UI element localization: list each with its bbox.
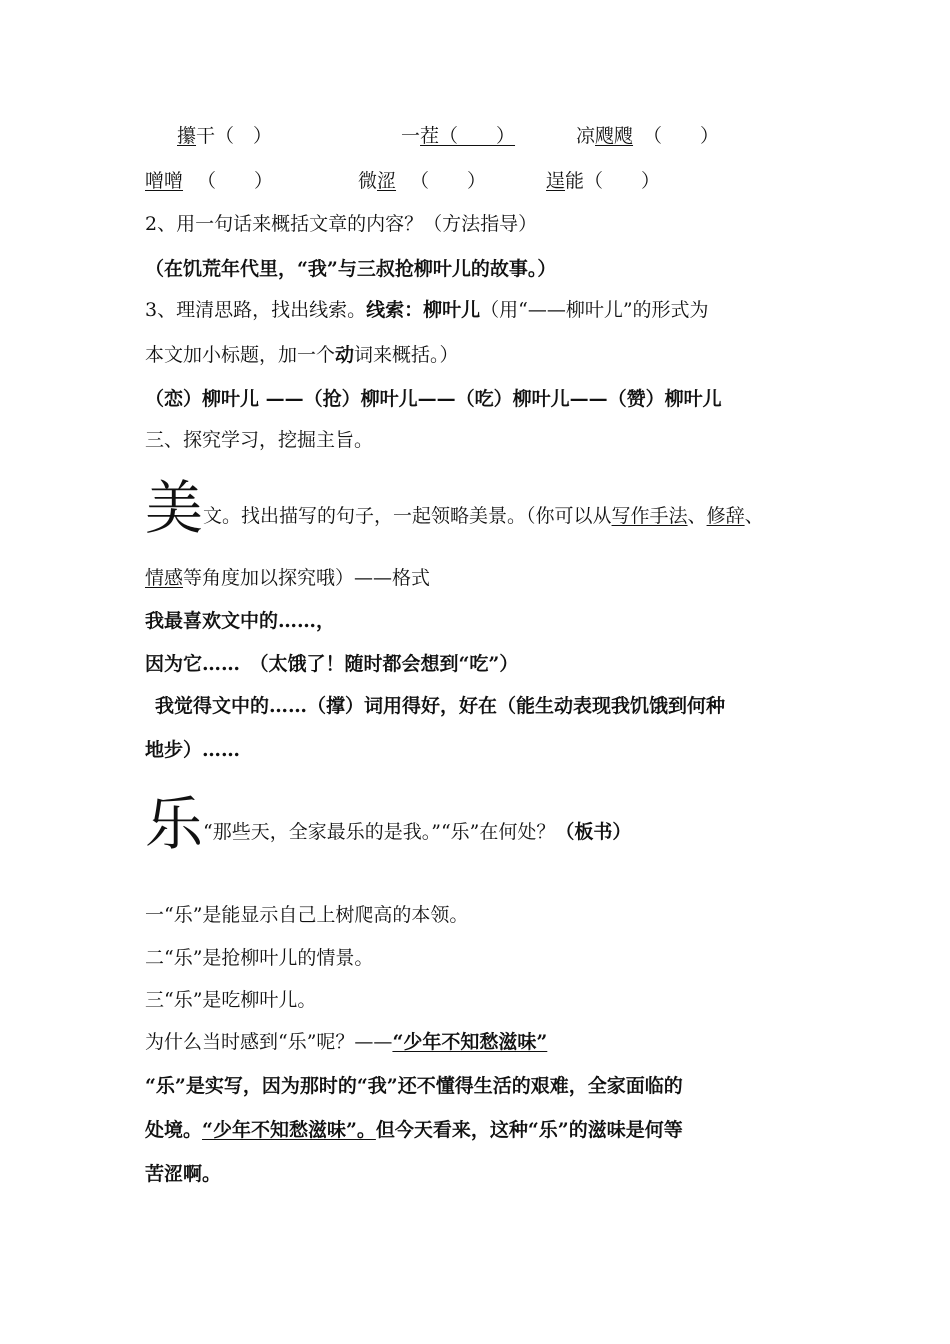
question-3-line-2 [145, 343, 835, 367]
rhetoric-underlined: 修辞 [706, 505, 745, 527]
le-question: “那些天，全家最乐的是我。”“乐”在何处？ [203, 821, 556, 843]
vocab-blank: （ ） [584, 170, 661, 192]
vocab-blank: （ ） [410, 170, 487, 192]
why-question-line [145, 1030, 835, 1054]
blackboard-note: （板书） [555, 821, 632, 843]
big-character-mei: 美 [145, 474, 204, 542]
vocab-word-underlined: 涩 [377, 170, 397, 192]
vocab-word-prefix: 微 [358, 170, 378, 192]
question-3-text: 本文加小标题，加一个 [145, 344, 336, 366]
mei-text: 文。找出描写的句子，一起领略美景。（你可以从 [203, 505, 612, 527]
answer-2: （在饥荒年代里，“我”与三叔抢柳叶儿的故事。） [145, 258, 557, 280]
vocab-item-yi-cha [401, 124, 515, 148]
favorite-sentence-line: 我最喜欢文中的……， [145, 610, 336, 632]
question-3-text: 3、理清思路，找出线索。 [145, 299, 367, 321]
vocab-word-underlined: 飕飕 [595, 125, 634, 147]
le-point-2: 二“乐”是抢柳叶儿的情景。 [145, 947, 374, 969]
verb-emphasis: 动 [335, 344, 355, 366]
vocab-word-underlined: 攥 [177, 125, 197, 147]
question-3-text-cont: （用“——柳叶儿”的形式为 [480, 299, 709, 321]
youth-quote-underlined: “少年不知愁滋味” [392, 1031, 548, 1053]
big-character-le: 乐 [145, 790, 204, 858]
vocab-item-liang-sousou [576, 124, 719, 148]
conclusion-line-1: “乐”是实写，因为那时的“我”还不懂得生活的艰难，全家面临的 [145, 1075, 683, 1097]
vocab-word-prefix: 一 [401, 125, 421, 147]
vocab-item-wei-se [358, 169, 486, 193]
answer-3-subtitles: （恋）柳叶儿 ——（抢）柳叶儿——（吃）柳叶儿——（赞）柳叶儿 [145, 388, 722, 410]
vocab-item-cengceng [145, 169, 273, 193]
writing-technique-underlined: 写作手法 [611, 505, 688, 527]
vocab-word-underlined: 噌噌 [145, 170, 184, 192]
le-line [145, 790, 835, 862]
conclusion-text: 处境。 [145, 1119, 203, 1141]
section-3-heading: 三、探究学习，挖掘主旨。 [145, 429, 374, 451]
mei-line-1 [145, 474, 835, 546]
youth-quote-underlined: “少年不知愁滋味”。 [202, 1119, 376, 1141]
clue-label: 线索：柳叶儿 [366, 299, 481, 321]
why-question: 为什么当时感到“乐”呢？—— [145, 1031, 393, 1053]
vocab-item-zuan-gan [177, 124, 272, 148]
vocab-blank: （ ） [215, 125, 273, 147]
vocab-blank: （ ） [197, 170, 274, 192]
question-3-line-1 [145, 298, 835, 322]
conclusion-text-cont: 但今天看来，这种“乐”的滋味是何等 [375, 1119, 683, 1141]
word-use-line-1: 我觉得文中的……（撑）词用得好，好在（能生动表现我饥饿到何种 [155, 695, 726, 717]
vocab-word-rest: 干 [196, 125, 216, 147]
question-2: 2、用一句话来概括文章的内容？（方法指导） [145, 213, 538, 235]
separator: 、 [687, 505, 707, 527]
separator: 、 [744, 505, 764, 527]
emotion-underlined: 情感 [145, 567, 184, 589]
le-point-1: 一“乐”是能显示自己上树爬高的本领。 [145, 904, 469, 926]
vocab-word-underlined: 逞 [546, 170, 566, 192]
conclusion-line-2 [145, 1118, 835, 1142]
conclusion-line-3: 苦涩啊。 [145, 1163, 222, 1185]
le-point-3: 三“乐”是吃柳叶儿。 [145, 989, 317, 1011]
vocab-item-cheng-neng [546, 169, 660, 193]
vocab-word-rest: 能 [565, 170, 585, 192]
mei-text-cont: 等角度加以探究哦）——格式 [183, 567, 431, 589]
word-use-line-2: 地步）…… [145, 739, 241, 761]
question-3-text-cont: 词来概括。） [354, 344, 459, 366]
vocab-blank: （ ） [643, 125, 720, 147]
mei-line-2 [145, 566, 835, 590]
vocab-word-prefix: 凉 [576, 125, 596, 147]
vocab-word-underlined: 茬（ ） [420, 125, 516, 147]
because-line: 因为它…… （太饿了！随时都会想到“吃”） [145, 653, 519, 675]
